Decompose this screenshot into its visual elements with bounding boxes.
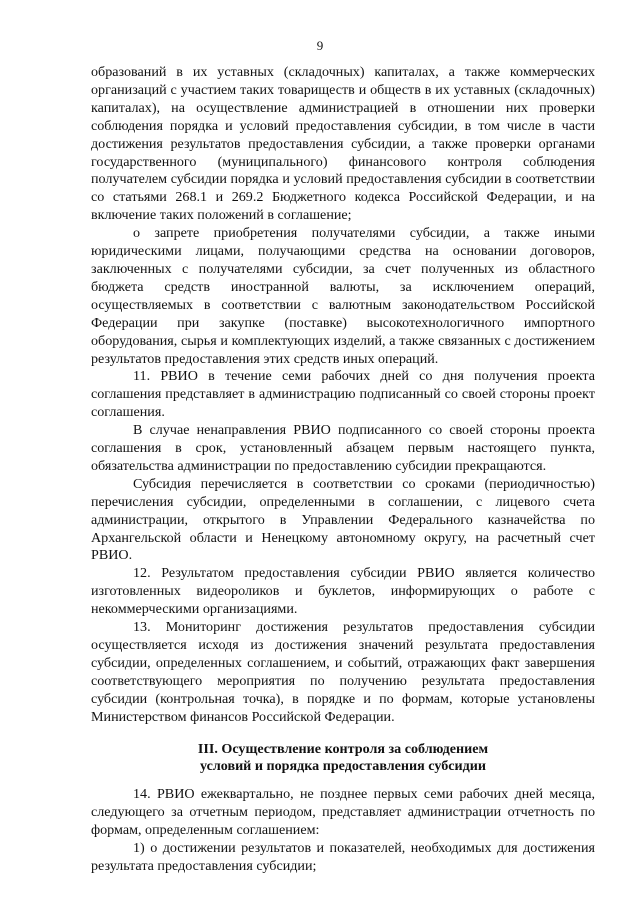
page-number: 9	[316, 38, 324, 53]
paragraph-continuation: образований в их уставных (складочных) капиталах, а также коммерческих организаций с участием таких товариществ и обществ в их уставных (складочных) капиталах), на осуществление администрацией в отношении них проверки соблюдения порядка и условий предоставления субсидии, в том числе в части достижения результатов предоставления субсидии, а также проверки органами государственного (муниципального) финансового контроля соблюдения получателем субсидии порядка и условий предоставления субсидии в соответствии со статьями 268.1 и 269.2 Бюджетного кодекса Российской Федерации, и на включение таких положений в соглашение;	[91, 64, 595, 224]
paragraph-item-12: 12. Результатом предоставления субсидии РВИО является количество изготовленных видеороликов и буклетов, информирующих о работе с некоммерческими организациями.	[91, 565, 595, 618]
section-heading-line-1: III. Осуществление контроля за соблюдением	[197, 740, 489, 757]
paragraph-transfer: Субсидия перечисляется в соответствии со сроками (периодичностью) перечисления субсидии, определенными в соглашении, с лицевого счета администрации, открытого в Управлении Федерального казначейства по Архангельской области и Ненецкому автономному округу, на расчетный счет РВИО.	[91, 475, 595, 564]
paragraph-item-13: 13. Мониторинг достижения результатов предоставления субсидии осуществляется исходя из достижения значений результата предоставления субсидии, определенных соглашением, и событий, отражающих факт завершения соответствующего мероприятия по получению результата предоставления субсидии (контрольная точка), в порядке и по формам, которые установлены Министерством финансов Российской Федерации.	[91, 619, 595, 725]
paragraph-item-14: 14. РВИО ежеквартально, не позднее первых семи рабочих дней месяца, следующего за отчетным периодом, представляет администрации отчетность по формам, определенным соглашением:	[91, 786, 595, 839]
paragraph-non-submission: В случае ненаправления РВИО подписанного со своей стороны проекта соглашения в срок, установленный абзацем первым настоящего пункта, обязательства администрации по предоставлению субсидии прекращаются.	[91, 422, 595, 474]
paragraph-currency-prohibition: о запрете приобретения получателями субсидии, а также иными юридическими лицами, получающими средства на основании договоров, заключенных с получателями субсидии, за счет полученных из областного бюджета средств иностранной валюты, за исключением операций, осуществляемых в соответствии с валютным законодательством Российской Федерации при закупке (поставке) высокотехнологичного импортного оборудования, сырья и комплектующих изделий, а также связанных с достижением результатов предоставления этих средств иных операций.	[91, 225, 595, 367]
paragraph-item-11: 11. РВИО в течение семи рабочих дней со дня получения проекта соглашения представляет в администрацию подписанный со своей стороны проект соглашения.	[91, 368, 595, 421]
document-body	[91, 64, 595, 876]
section-heading	[91, 741, 595, 777]
section-heading-line-2: условий и порядка предоставления субсидии	[199, 758, 487, 775]
paragraph-subitem-1: 1) о достижении результатов и показателей, необходимых для достижения результата предоставления субсидии;	[91, 840, 595, 874]
